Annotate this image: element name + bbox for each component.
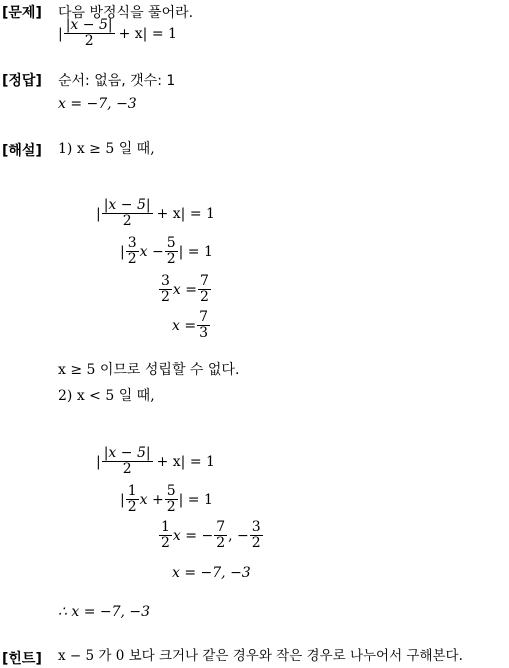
- denominator: 2: [166, 499, 176, 515]
- equation-mid: x =: [172, 281, 197, 298]
- denominator: 2: [251, 535, 261, 551]
- abs-bar: |: [96, 205, 101, 222]
- case2-title: 2) x < 5 일 때,: [58, 388, 155, 404]
- case1-conclusion: x ≥ 5 이므로 성립할 수 없다.: [58, 362, 240, 378]
- denominator: 2: [84, 33, 94, 49]
- numerator: 1: [161, 519, 170, 535]
- answer-value: x = −7, −3: [58, 96, 137, 112]
- abs-bar: |: [120, 491, 125, 508]
- equation-rest: + x| = 1: [156, 453, 215, 470]
- fraction: [165, 484, 178, 515]
- fraction: [197, 310, 210, 341]
- problem-text: 다음 방정식을 풀어라.: [58, 5, 194, 21]
- equation-rest: + x| = 1: [156, 205, 215, 222]
- numerator: 3: [127, 235, 137, 251]
- fraction: [102, 446, 153, 477]
- case2-line2: [120, 484, 213, 515]
- denominator: 2: [161, 535, 170, 551]
- numerator: 1: [127, 483, 137, 499]
- therefore-line: ∴ x = −7, −3: [58, 604, 151, 620]
- case2-line1: [96, 446, 215, 477]
- case1-line2: [120, 236, 213, 267]
- case1-line1: [96, 198, 215, 229]
- numerator: 7: [216, 519, 226, 535]
- case1-title: 1) x ≥ 5 일 때,: [58, 141, 155, 157]
- fraction: [159, 520, 172, 551]
- hint-label: [힌트]: [2, 651, 42, 667]
- denominator: 3: [199, 325, 208, 341]
- explanation-label: [해설]: [2, 143, 42, 159]
- fraction: [64, 18, 115, 49]
- hint-text: x − 5 가 0 보다 크거나 같은 경우와 작은 경우로 나누어서 구해본다.: [58, 648, 463, 664]
- numerator: |x − 5|: [65, 17, 113, 33]
- denominator: 2: [200, 289, 209, 305]
- numerator: 5: [166, 483, 176, 499]
- fraction: [198, 274, 211, 305]
- numerator: 7: [199, 309, 208, 325]
- fraction: [126, 484, 139, 515]
- numerator: 3: [251, 519, 261, 535]
- fraction: [214, 520, 227, 551]
- equation-mid: x = −: [172, 527, 214, 544]
- case1-line3: [158, 274, 212, 305]
- numerator: 3: [161, 273, 170, 289]
- answer-text: 순서: 없음, 갯수: 1: [58, 73, 176, 89]
- denominator: 2: [122, 461, 132, 477]
- numerator: |x − 5|: [103, 445, 151, 461]
- equation-rest: | = 1: [178, 243, 213, 260]
- fraction: [250, 520, 263, 551]
- denominator: 2: [166, 251, 176, 267]
- fraction: [165, 236, 178, 267]
- problem-equation: [58, 18, 177, 49]
- denominator: 2: [127, 499, 137, 515]
- denominator: 2: [122, 213, 132, 229]
- equation-mid: x −: [139, 243, 164, 260]
- equation-lhs: x =: [172, 317, 197, 334]
- equation-rest: + x| = 1: [118, 25, 177, 42]
- fraction: [159, 274, 172, 305]
- problem-label: [문제]: [2, 5, 42, 21]
- abs-bar: |: [58, 25, 63, 42]
- case2-line4: x = −7, −3: [172, 565, 251, 581]
- equation-rest: | = 1: [178, 491, 213, 508]
- abs-bar: |: [120, 243, 125, 260]
- case1-line4: [172, 310, 211, 341]
- numerator: |x − 5|: [103, 197, 151, 213]
- fraction: [126, 236, 139, 267]
- equation-sep: , −: [228, 527, 249, 544]
- numerator: 5: [166, 235, 176, 251]
- case2-line3: [158, 520, 264, 551]
- denominator: 2: [161, 289, 170, 305]
- denominator: 2: [127, 251, 137, 267]
- denominator: 2: [216, 535, 226, 551]
- abs-bar: |: [96, 453, 101, 470]
- answer-label: [정답]: [2, 73, 42, 89]
- fraction: [102, 198, 153, 229]
- equation-mid: x +: [139, 491, 164, 508]
- numerator: 7: [200, 273, 209, 289]
